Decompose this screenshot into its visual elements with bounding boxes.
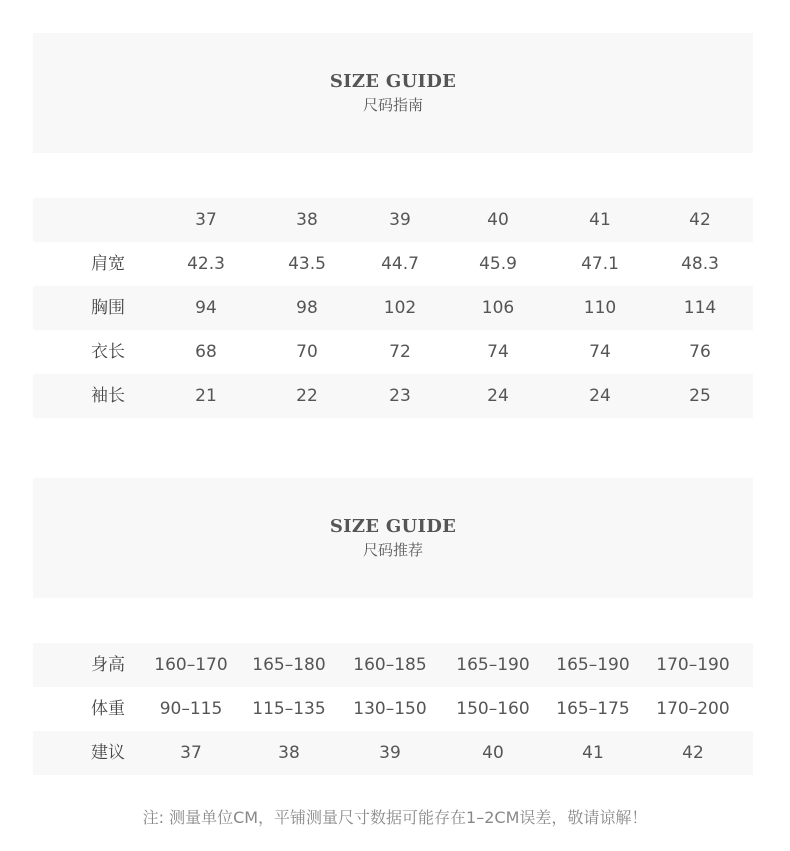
row-label: 身高 bbox=[91, 655, 125, 675]
table-cell: 40 bbox=[482, 743, 504, 763]
table-cell: 43.5 bbox=[288, 254, 326, 274]
table-cell: 68 bbox=[195, 342, 217, 362]
table-cell: 76 bbox=[689, 342, 711, 362]
row-label: 肩宽 bbox=[91, 254, 125, 274]
table-cell: 165–190 bbox=[456, 655, 530, 675]
table-cell: 170–200 bbox=[656, 699, 730, 719]
table-cell: 110 bbox=[583, 298, 617, 318]
size-header-row bbox=[33, 198, 753, 242]
size-guide-banner bbox=[33, 33, 753, 153]
table-row bbox=[33, 374, 753, 418]
table-cell: 165–180 bbox=[252, 655, 326, 675]
table-cell: 22 bbox=[296, 386, 318, 406]
size-header-cell: 39 bbox=[389, 210, 411, 230]
table-cell: 42.3 bbox=[187, 254, 225, 274]
row-label: 建议 bbox=[91, 743, 125, 763]
table-cell: 170–190 bbox=[656, 655, 730, 675]
table-cell: 23 bbox=[389, 386, 411, 406]
size-recommend-title-en: SIZE GUIDE bbox=[329, 516, 457, 537]
table-cell: 160–185 bbox=[353, 655, 427, 675]
table-cell: 94 bbox=[195, 298, 217, 318]
table-cell: 165–175 bbox=[556, 699, 630, 719]
table-cell: 160–170 bbox=[154, 655, 228, 675]
size-guide-title-en: SIZE GUIDE bbox=[329, 71, 457, 92]
table-row bbox=[33, 242, 753, 286]
table-row bbox=[33, 286, 753, 330]
table-cell: 165–190 bbox=[556, 655, 630, 675]
table-cell: 21 bbox=[195, 386, 217, 406]
table-cell: 74 bbox=[589, 342, 611, 362]
table-cell: 45.9 bbox=[479, 254, 517, 274]
table-cell: 98 bbox=[296, 298, 318, 318]
table-cell: 130–150 bbox=[353, 699, 427, 719]
size-header-cell: 42 bbox=[689, 210, 711, 230]
table-cell: 24 bbox=[487, 386, 509, 406]
size-header-cell: 37 bbox=[195, 210, 217, 230]
size-guide-title-cn: 尺码指南 bbox=[362, 96, 423, 114]
row-label: 袖长 bbox=[91, 386, 125, 406]
table-cell: 115–135 bbox=[252, 699, 326, 719]
table-cell: 74 bbox=[487, 342, 509, 362]
table-cell: 114 bbox=[683, 298, 717, 318]
table-cell: 38 bbox=[278, 743, 300, 763]
table-cell: 70 bbox=[296, 342, 318, 362]
table-cell: 25 bbox=[689, 386, 711, 406]
size-table bbox=[33, 198, 753, 418]
table-cell: 90–115 bbox=[159, 699, 223, 719]
table-row bbox=[33, 731, 753, 775]
table-cell: 48.3 bbox=[681, 254, 719, 274]
table-cell: 102 bbox=[383, 298, 417, 318]
size-header-cell: 40 bbox=[487, 210, 509, 230]
table-row bbox=[33, 330, 753, 374]
recommend-table bbox=[33, 643, 753, 775]
table-cell: 150–160 bbox=[456, 699, 530, 719]
table-row bbox=[33, 687, 753, 731]
table-cell: 42 bbox=[682, 743, 704, 763]
table-row bbox=[33, 643, 753, 687]
measurement-note: 注: 测量单位CM，平铺测量尺寸数据可能存在1–2CM误差，敬请谅解！ bbox=[142, 808, 648, 827]
table-cell: 44.7 bbox=[381, 254, 419, 274]
size-recommend-banner bbox=[33, 478, 753, 598]
row-label: 体重 bbox=[91, 699, 125, 719]
size-recommend-title-cn: 尺码推荐 bbox=[362, 541, 423, 559]
table-cell: 106 bbox=[481, 298, 515, 318]
table-cell: 41 bbox=[582, 743, 604, 763]
table-cell: 39 bbox=[379, 743, 401, 763]
table-cell: 47.1 bbox=[581, 254, 619, 274]
table-cell: 72 bbox=[389, 342, 411, 362]
size-header-cell: 41 bbox=[589, 210, 611, 230]
size-header-cell: 38 bbox=[296, 210, 318, 230]
row-label: 衣长 bbox=[91, 342, 125, 362]
table-cell: 37 bbox=[180, 743, 202, 763]
row-label: 胸围 bbox=[91, 298, 125, 318]
table-cell: 24 bbox=[589, 386, 611, 406]
